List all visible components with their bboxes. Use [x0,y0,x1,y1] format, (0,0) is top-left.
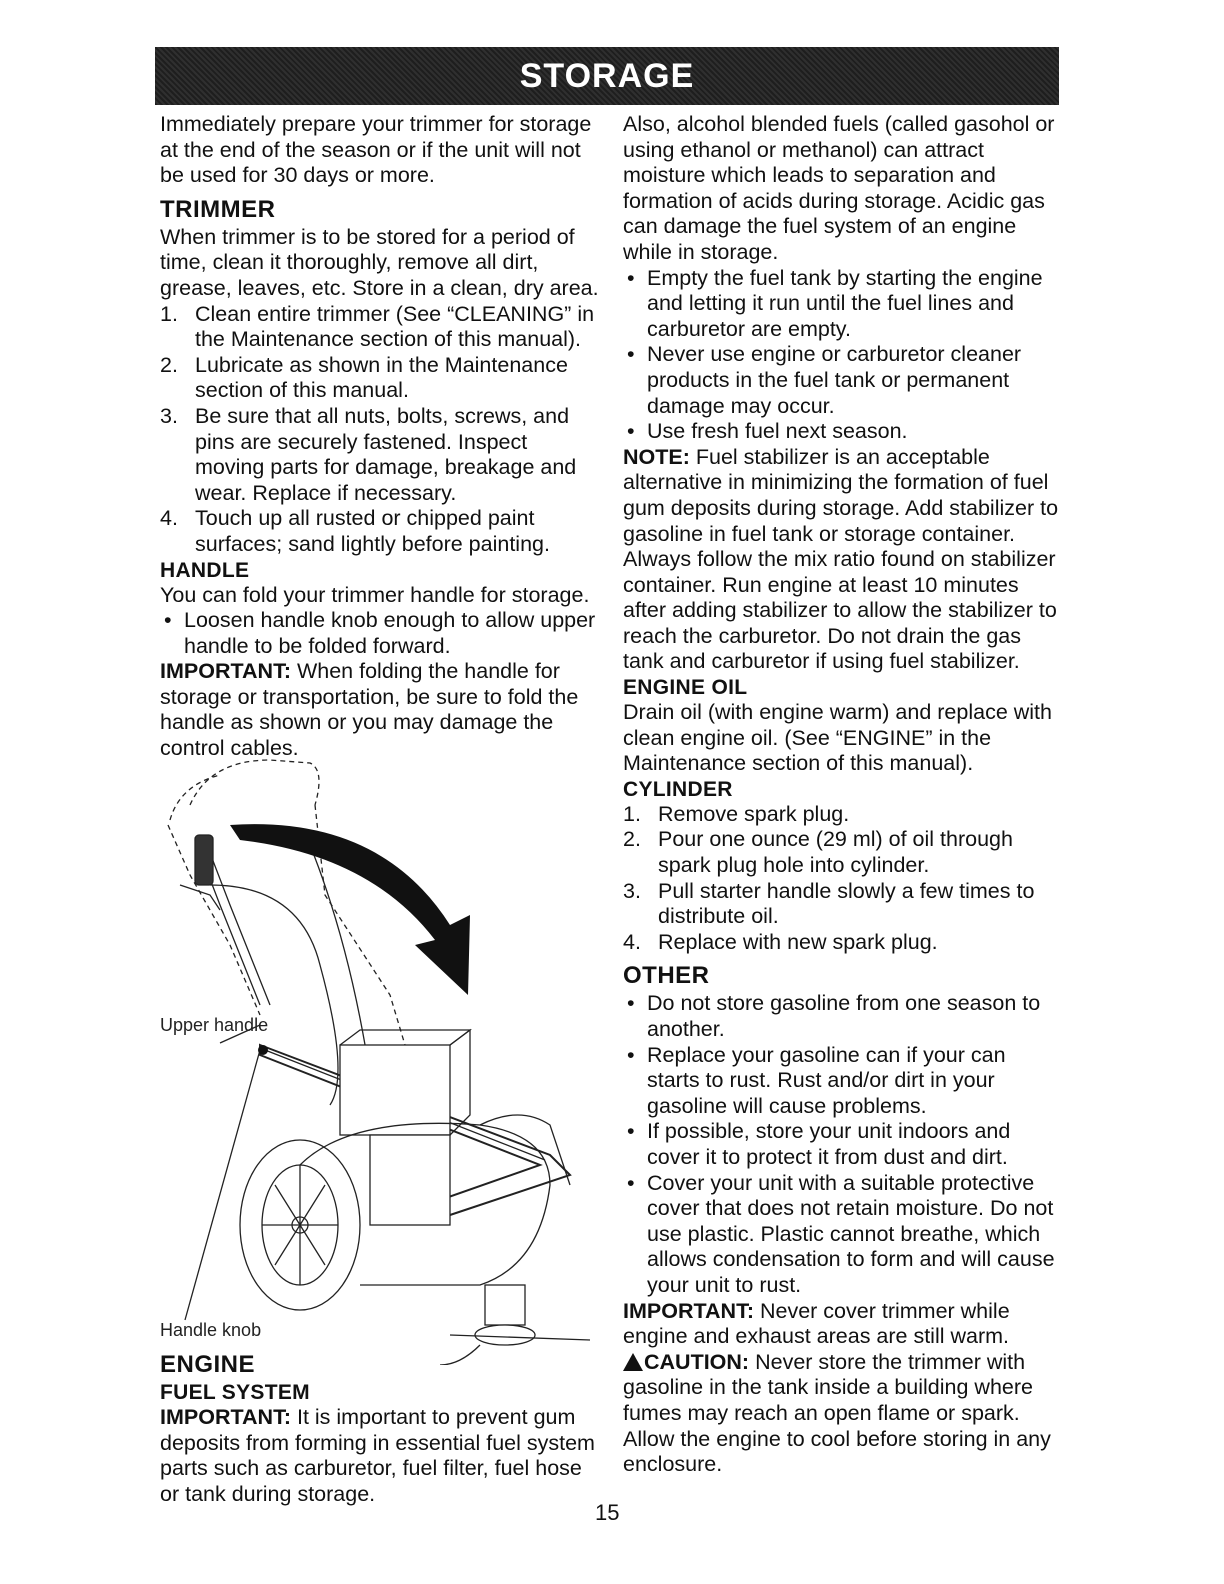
important-note [623,1299,1063,1350]
step-text: Clean entire trimmer (See “CLEANING” in the Maintenance section of this manual). [195,301,595,352]
list-item: 2. Lubricate as shown in the Maintenance section of this manual. [160,352,568,403]
trimmer-paragraph: When trimmer is to be stored for a period of time, clean it thoroughly, remove all dirt, grease, leaves, etc. Store in a clean, dry area. [160,224,599,300]
list-item: • Do not store gasoline from one season to another. [627,991,1041,1041]
step-text: Be sure that all nuts, bolts, screws, and pins are securely fastened. Inspect moving parts for damage, breakage and wear. Replace if necessary. [195,403,577,505]
caution-label: CAUTION: [644,1349,750,1374]
handle-knob-label: Handle knob [160,1320,262,1340]
intro-paragraph: Immediately prepare your trimmer for storage at the end of the season or if the unit will not be used for 30 days or more. [160,112,592,188]
alcohol-fuel-paragraph: Also, alcohol blended fuels (called gasohol or using ethanol or methanol) can attract moisture which leads to separation and formation of acids during storage. Acidic gas can damage the fuel system of an engine while in storage. [623,112,1055,264]
note-paragraph [623,445,1063,675]
page-number: 15 [595,1500,620,1525]
fuel-important-note [160,1405,600,1507]
list-item: 4. Replace with new spark plug. [623,929,938,954]
bullet-text: Loosen handle knob enough to allow upper handle to be folded forward. [184,608,596,658]
section-banner [155,47,1059,105]
section-title: STORAGE [519,56,695,95]
list-item: 3. Be sure that all nuts, bolts, screws, and pins are securely fastened. Inspect moving parts for damage, breakage and wear. Replace if necessary. [160,403,577,505]
fuel-bullets [623,266,1063,445]
other-bullets [623,991,1063,1298]
list-item: 1. Clean entire trimmer (See “CLEANING” in the Maintenance section of this manual). [160,301,595,352]
list-item: 3. Pull starter handle slowly a few times to distribute oil. [623,878,1035,929]
list-item: 2. Pour one ounce (29 ml) of oil through spark plug hole into cylinder. [623,827,1013,878]
bullet-text: Never use engine or carburetor cleaner products in the fuel tank or permanent damage may occur. [647,342,1022,418]
list-item: • Never use engine or carburetor cleaner products in the fuel tank or permanent damage may occur. [627,342,1022,418]
bullet-text: Use fresh fuel next season. [647,419,908,444]
caution-text: Never store the trimmer with gasoline in the tank inside a building where fumes may reach an open flame or spark. Allow the engine to cool before storing in any enclosure. [623,1349,1051,1477]
left-column [160,112,600,762]
list-item: • Loosen handle knob enough to allow upper handle to be folded forward. [164,608,596,658]
engine-heading: ENGINE [160,1351,256,1378]
bullet-text: Empty the fuel tank by starting the engine and letting it run until the fuel lines and carburetor are empty. [647,265,1043,341]
list-item: • Empty the fuel tank by starting the engine and letting it run until the fuel lines and carburetor are empty. [627,265,1043,341]
cylinder-heading: CYLINDER [623,777,733,801]
step-text: Replace with new spark plug. [658,929,938,954]
cylinder-steps [623,802,1063,956]
bullet-text: If possible, store your unit indoors and cover it to protect it from dust and dirt. [647,1119,1011,1169]
trimmer-illustration [150,745,600,1365]
important-label: IMPORTANT: [160,1405,291,1429]
step-text: Pour one ounce (29 ml) of oil through spark plug hole into cylinder. [658,827,1013,878]
list-item: • If possible, store your unit indoors and cover it to protect it from dust and dirt. [627,1119,1011,1169]
upper-handle-label: Upper handle [160,1015,269,1035]
caution-note [623,1350,1063,1478]
step-text: Pull starter handle slowly a few times to distribute oil. [658,878,1035,929]
list-item: 1. Remove spark plug. [623,801,850,826]
other-heading: OTHER [623,962,710,990]
fuel-system-heading: FUEL SYSTEM [160,1381,310,1404]
important-text: Never cover trimmer while engine and exhaust areas are still warm. [623,1298,1010,1349]
bullet-text: Replace your gasoline can if your can starts to rust. Rust and/or dirt in your gasoline will cause problems. [647,1042,1006,1118]
important-label: IMPORTANT: [623,1298,754,1323]
note-label: NOTE: [623,444,690,469]
engine-section [160,1350,600,1507]
engine-oil-paragraph: Drain oil (with engine warm) and replace with clean engine oil. (See “ENGINE” in the Maintenance section of this manual). [623,700,1052,776]
list-item: 4. Touch up all rusted or chipped paint surfaces; sand lightly before painting. [160,506,550,556]
bullet-text: Do not store gasoline from one season to another. [647,991,1041,1041]
right-column [623,112,1063,1478]
handle-heading: HANDLE [160,558,250,582]
trimmer-steps [160,302,600,558]
important-label: IMPORTANT: [160,659,291,684]
engine-oil-heading: ENGINE OIL [623,676,748,700]
step-text: Touch up all rusted or chipped paint surfaces; sand lightly before painting. [195,506,550,556]
handle-paragraph: You can fold your trimmer handle for storage. [160,582,590,607]
list-item: • Cover your unit with a suitable protective cover that does not retain moisture. Do not use plastic. Plastic cannot breathe, which allows condensation to form and will cause your unit to rust. [627,1170,1055,1297]
important-text: When folding the handle for storage or transportation, be sure to fold the handle as shown or you may damage the control cables. [160,659,579,761]
bullet-text: Cover your unit with a suitable protective cover that does not retain moisture. Do not use plastic. Plastic cannot breathe, which allows condensation to form and will cause your unit to rust. [647,1170,1055,1297]
important-text: It is important to prevent gum deposits from forming in essential fuel system parts such as carburetor, fuel filter, fuel hose or tank during storage. [160,1405,595,1506]
handle-bullets [160,608,600,659]
list-item: • Replace your gasoline can if your can starts to rust. Rust and/or dirt in your gasoline will cause problems. [627,1042,1006,1118]
note-text: Fuel stabilizer is an acceptable alternative in minimizing the formation of fuel gum deposits during storage. Add stabilizer to gasoline in fuel tank or storage container. Always follow the mix ratio found on stabilizer container. Run engine at least 10 minutes after adding stabilizer to allow the stabilizer to reach the carburetor. Do not drain the gas tank and carburetor if using fuel stabilizer. [623,444,1059,674]
list-item: • Use fresh fuel next season. [627,419,908,444]
warning-icon [623,1353,643,1371]
trimmer-heading: TRIMMER [160,195,276,223]
step-text: Lubricate as shown in the Maintenance section of this manual. [195,352,568,403]
step-text: Remove spark plug. [658,801,850,826]
trimmer-handle-figure [150,745,600,1365]
